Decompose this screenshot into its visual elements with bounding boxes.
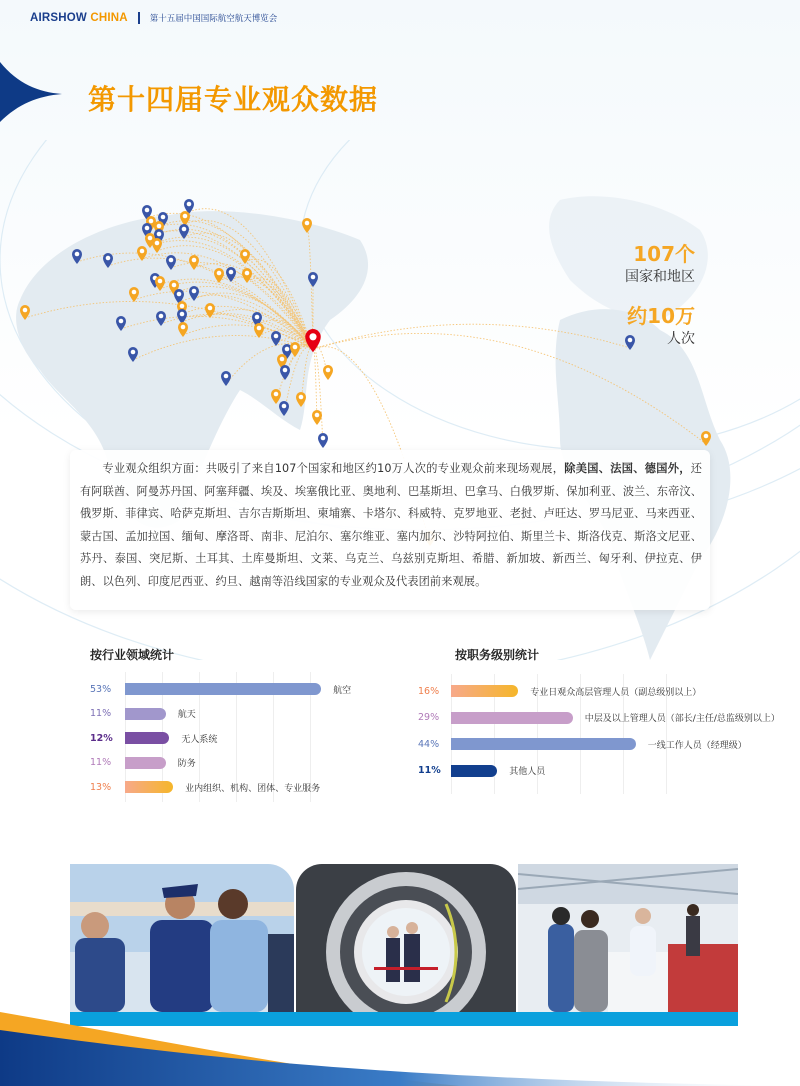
- bar: [125, 757, 166, 769]
- bar-category-label: 中层及以上管理人员（部长/主任/总监级别以上）: [584, 714, 780, 724]
- bar: [125, 732, 169, 744]
- bar-category-label: 其他人员: [509, 767, 546, 777]
- intro-paragraph: 专业观众组织方面：共吸引了来自107个国家和地区约10万人次的专业观众前来现场观展，除美国、法国、德国外，还有阿联酋、阿曼苏丹国、阿塞拜疆、埃及、埃塞俄比亚、奥地利、巴基斯坦、巴拿马、白俄罗斯、保加利亚、波兰、东帝汶、俄罗斯、菲律宾、哈萨克斯坦、吉尔吉斯斯坦、柬埔寨、卡塔尔、科威特、克罗地亚、老挝、卢旺达、罗马尼亚、马来西亚、蒙古国、孟加拉国、缅甸、摩洛哥、南非、尼泊尔、塞尔维亚、塞内加尔、沙特阿拉伯、斯里兰卡、斯洛伐克、斯洛文尼亚、苏丹、泰国、突尼斯、土耳其、土库曼斯坦、文莱、乌克兰、乌兹别克斯坦、希腊、新加坡、新西兰、匈牙利、伊拉克、伊朗、以色列、印度尼西亚、约旦、越南等沿线国家的专业观众及代表团前来观展。: [80, 462, 702, 588]
- bar-value-label: 29%: [418, 712, 440, 723]
- photo-delegates: [70, 864, 294, 1012]
- bar: [125, 781, 173, 793]
- bar-category-label: 防务: [177, 759, 196, 769]
- footer-swoosh-decoration: [0, 1000, 800, 1086]
- photo-exhibition-hall: [518, 864, 738, 1012]
- map-pin-blue-icon: [318, 433, 328, 448]
- chart-row: [90, 731, 217, 745]
- bar-value-label: 12%: [90, 732, 113, 744]
- header-subtitle: 第十五届中国国际航空航天博览会: [149, 14, 278, 24]
- chart-row: [90, 682, 351, 696]
- bar: [451, 685, 518, 697]
- stats-panel: [625, 242, 695, 350]
- bar: [125, 708, 166, 720]
- visitors-count: 约10万: [627, 304, 695, 328]
- chart-row: [418, 737, 747, 751]
- page-title: 第十四届专业观众数据: [88, 83, 379, 116]
- chart-row: [418, 684, 701, 698]
- bar-category-label: 业内组织、机构、团体、专业服务: [185, 783, 321, 794]
- chart-row: [90, 780, 320, 794]
- blade-decoration-icon: [0, 62, 70, 122]
- map-pin-orange-icon: [312, 410, 322, 425]
- industry-bar-chart: [90, 682, 390, 812]
- visitors-label: 人次: [667, 331, 695, 347]
- chart-row: [418, 711, 780, 725]
- countries-label: 国家和地区: [625, 269, 695, 285]
- intro-card: [70, 450, 710, 610]
- bar-value-label: 13%: [90, 781, 112, 793]
- bar-value-label: 16%: [418, 685, 440, 697]
- position-chart-title: 按职务级别统计: [455, 648, 540, 662]
- brand-logo: AIRSHOW CHINA: [30, 12, 128, 24]
- bar: [451, 738, 636, 750]
- bar-value-label: 11%: [90, 757, 112, 768]
- countries-count: 107个: [633, 242, 695, 266]
- bar-category-label: 专业日观众高层管理人员（副总级别以上）: [530, 687, 702, 698]
- industry-chart-title: 按行业领域统计: [90, 648, 175, 662]
- bar-category-label: 航空: [333, 685, 352, 696]
- bar: [451, 712, 573, 724]
- bar: [125, 683, 321, 695]
- bar: [451, 765, 497, 777]
- photo-space-module: [296, 864, 516, 1012]
- bar-category-label: 无人系统: [181, 734, 218, 745]
- header-bar: [30, 10, 277, 26]
- position-bar-chart: [418, 684, 800, 804]
- chart-row: [90, 707, 196, 721]
- chart-row: [90, 756, 196, 770]
- bar-value-label: 11%: [90, 708, 112, 719]
- bar-category-label: 航天: [177, 710, 196, 720]
- bar-value-label: 11%: [418, 765, 441, 776]
- chart-row: [418, 764, 545, 778]
- bar-value-label: 53%: [90, 683, 112, 695]
- map-pin-orange-icon: [323, 365, 333, 380]
- bar-category-label: 一线工作人员（经理级）: [647, 740, 747, 751]
- header-divider: [138, 12, 140, 24]
- bar-value-label: 44%: [418, 738, 440, 750]
